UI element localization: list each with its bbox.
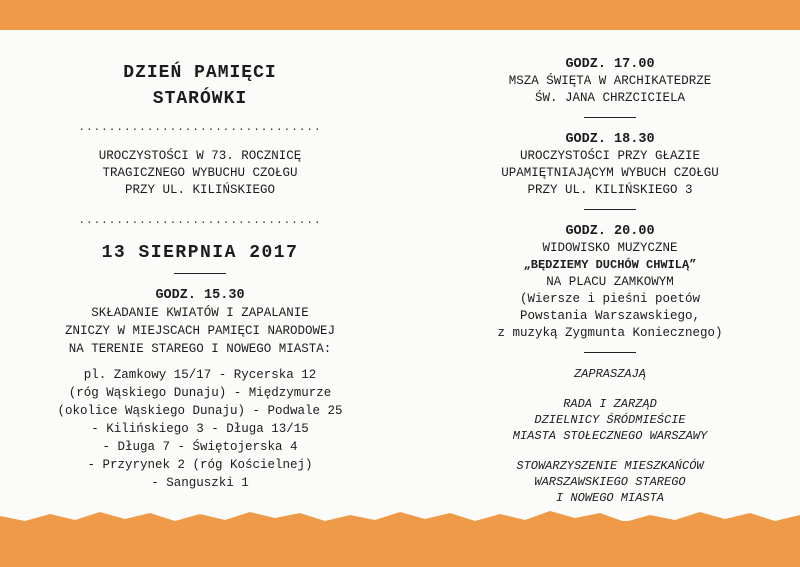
place-list-item: pl. Zamkowy 15/17 - Rycerska 12 <box>83 368 317 382</box>
short-divider <box>584 117 636 118</box>
event-desc-line: Powstania Warszawskiego, <box>519 309 701 323</box>
event-desc-line: WIDOWISKO MUZYCZNE <box>542 241 678 255</box>
event-time-2000: GODZ. 20.00 <box>565 224 655 239</box>
event-time-1530: GODZ. 15.30 <box>155 288 245 303</box>
dotted-separator: ................................ <box>78 122 322 134</box>
dotted-separator: ................................ <box>78 215 322 227</box>
organizer-line: MIASTA STOŁECZNEGO WARSZAWY <box>512 429 708 443</box>
event-desc-line: UROCZYSTOŚCI PRZY GŁAZIE <box>519 149 701 163</box>
place-list-item: - Długa 7 - Świętojerska 4 <box>102 440 298 454</box>
place-list-item: (okolice Wąskiego Dunaju) - Podwale 25 <box>57 404 343 418</box>
short-divider <box>584 352 636 353</box>
invite-heading: ZAPRASZAJĄ <box>573 367 646 381</box>
place-list-item: - Sanguszki 1 <box>151 476 249 490</box>
short-divider <box>584 209 636 210</box>
event-desc-line: z muzyką Zygmunta Koniecznego) <box>497 326 723 340</box>
organizer-line: DZIELNICY ŚRÓDMIEŚCIE <box>534 413 686 427</box>
intro-line-3: PRZY UL. KILIŃSKIEGO <box>124 183 276 197</box>
event-desc-line: (Wiersze i pieśni poetów <box>519 292 701 306</box>
event-desc-line: SKŁADANIE KWIATÓW I ZAPALANIE <box>91 306 309 320</box>
show-title: „BĘDZIEMY DUCHÓW CHWILĄ” <box>523 258 697 272</box>
event-desc-line: NA TERENIE STAREGO I NOWEGO MIASTA: <box>68 342 332 356</box>
event-desc-line: MSZA ŚWIĘTA W ARCHIKATEDRZE <box>508 74 712 88</box>
event-desc-line: NA PLACU ZAMKOWYM <box>546 275 674 289</box>
organizer-line: I NOWEGO MIASTA <box>555 491 665 505</box>
title-line-2: STARÓWKI <box>152 89 248 109</box>
right-column <box>445 56 775 506</box>
intro-line-2: TRAGICZNEGO WYBUCHU CZOŁGU <box>102 166 298 180</box>
left-column <box>40 60 360 492</box>
place-list-item: - Przyrynek 2 (róg Kościelnej) <box>87 458 313 472</box>
event-desc-line: ŚW. JANA CHRZCICIELA <box>534 91 686 105</box>
event-time-1700: GODZ. 17.00 <box>565 57 655 72</box>
event-time-1830: GODZ. 18.30 <box>565 132 655 147</box>
intro-line-1: UROCZYSTOŚCI W 73. ROCZNICĘ <box>98 149 302 163</box>
organizer-line: STOWARZYSZENIE MIESZKAŃCÓW <box>516 459 704 473</box>
organizer-line: WARSZAWSKIEGO STAREGO <box>534 475 686 489</box>
event-desc-line: UPAMIĘTNIAJĄCYM WYBUCH CZOŁGU <box>501 166 719 180</box>
place-list-item: - Kilińskiego 3 - Długa 13/15 <box>91 422 309 436</box>
event-desc-line: PRZY UL. KILIŃSKIEGO 3 <box>527 183 693 197</box>
title-line-1: DZIEŃ PAMIĘCI <box>123 63 277 83</box>
event-date: 13 SIERPNIA 2017 <box>101 243 299 263</box>
short-divider <box>174 273 226 274</box>
event-desc-line: ZNICZY W MIEJSCACH PAMIĘCI NARODOWEJ <box>64 324 336 338</box>
organizer-line: RADA I ZARZĄD <box>563 397 657 411</box>
torn-edge-shape <box>0 507 800 529</box>
torn-paper-edge-bottom <box>0 521 800 567</box>
place-list-item: (róg Wąskiego Dunaju) - Międzymurze <box>68 386 332 400</box>
